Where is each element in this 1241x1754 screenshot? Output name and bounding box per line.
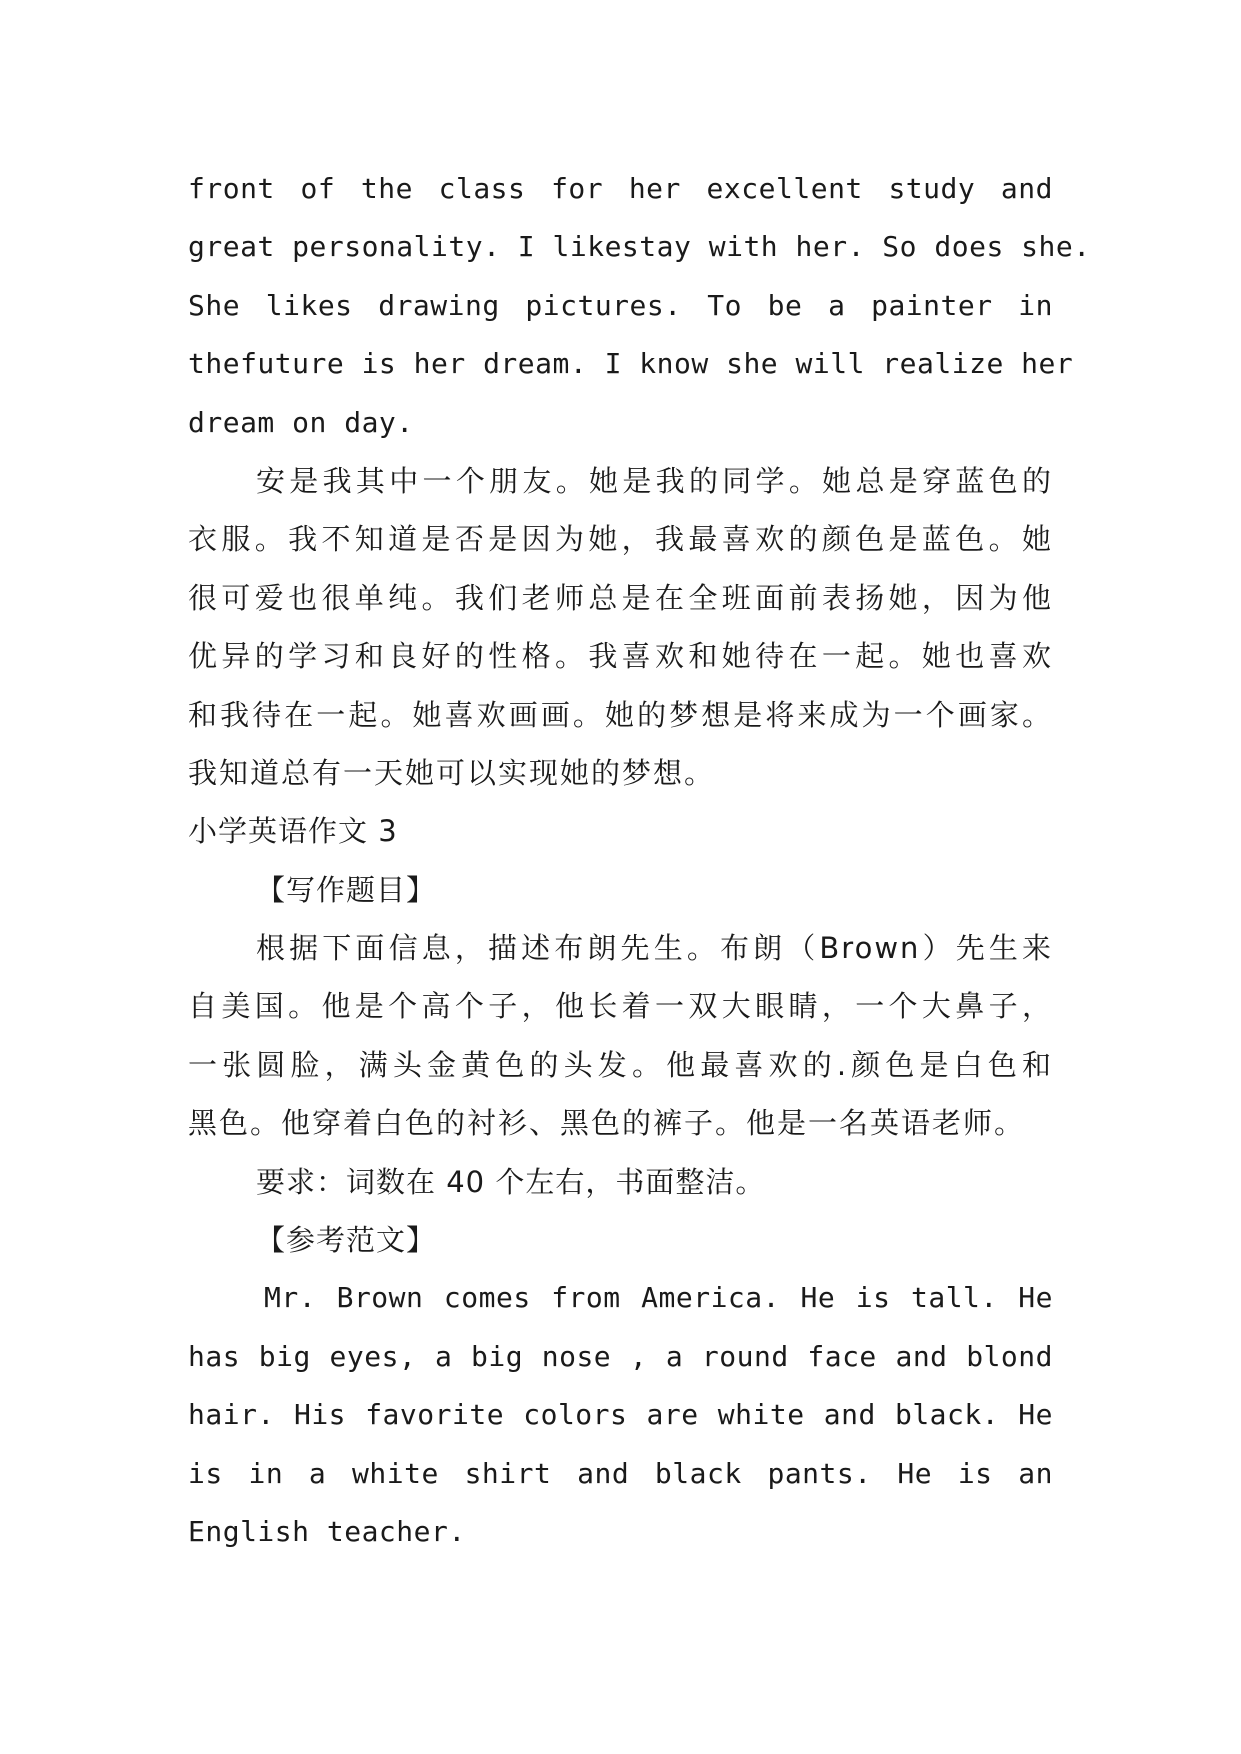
document-page (188, 160, 1091, 1561)
text-line: 和我待在一起。她喜欢画画。她的梦想是将来成为一个画家。 (188, 697, 1053, 732)
text-line: great personality. I likestay with her. So does she. (188, 230, 1091, 264)
text-line: 我知道总有一天她可以实现她的梦想。 (188, 755, 716, 790)
text-line: 衣服。我不知道是否是因为她，我最喜欢的颜色是蓝色。她 (188, 522, 1053, 557)
text-line: hair. His favorite colors are white and black. He (188, 1398, 1053, 1432)
text-line: 一张圆脸，满头金黄色的头发。他最喜欢的.颜色是白色和 (188, 1047, 1053, 1082)
prompt-heading: 【写作题目】 (256, 872, 437, 907)
text-line: thefuture is her dream. I know she will realize her (188, 347, 1074, 381)
text-line: 黑色。他穿着白色的衬衫、黑色的裤子。他是一名英语老师。 (188, 1106, 1026, 1141)
text-line: front of the class for her excellent study and (188, 172, 1053, 205)
text-line: dream on day. (188, 405, 414, 439)
text-line: has big eyes, a big nose , a round face and blond (188, 1339, 1053, 1373)
requirement-text: 要求：词数在 40 个左右，书面整洁。 (256, 1164, 766, 1199)
passage-a-english (188, 160, 1091, 452)
text-line: is in a white shirt and black pants. He is an (188, 1456, 1053, 1490)
text-line: Mr. Brown comes from America. He is tall. He (264, 1281, 1053, 1315)
text-line: 根据下面信息，描述布朗先生。布朗（Brown）先生来 (256, 931, 1053, 966)
sample-essay (188, 1269, 1053, 1561)
text-line: 优异的学习和良好的性格。我喜欢和她待在一起。她也喜欢 (188, 639, 1053, 674)
text-line: 很可爱也很单纯。我们老师总是在全班面前表扬她，因为他 (188, 580, 1053, 615)
text-line: She likes drawing pictures. To be a painter in (188, 288, 1053, 322)
section-title: 小学英语作文 3 (188, 814, 398, 849)
text-line: 安是我其中一个朋友。她是我的同学。她总是穿蓝色的 (256, 463, 1053, 498)
text-line: 自美国。他是个高个子，他长着一双大眼睛，一个大鼻子， (188, 989, 1053, 1024)
passage-a-chinese (188, 452, 1053, 802)
sample-heading: 【参考范文】 (256, 1223, 437, 1258)
prompt-text (188, 919, 1053, 1153)
text-line: English teacher. (188, 1514, 466, 1548)
